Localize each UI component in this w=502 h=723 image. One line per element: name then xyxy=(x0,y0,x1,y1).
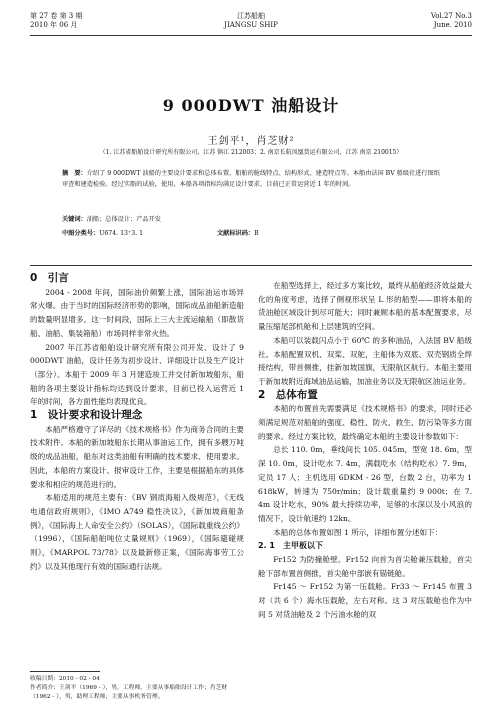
paragraph: 本船的总体布置如图 1 所示，详细布置分述如下： xyxy=(273,527,443,537)
classification xyxy=(62,228,440,239)
footnote-rule xyxy=(30,671,100,672)
header-rule xyxy=(30,35,472,36)
keywords-label: 关键词： xyxy=(62,216,87,223)
paper-title: 9 000DWT 油船设计 xyxy=(162,96,340,115)
issue-date: 2010 年 06 月 xyxy=(30,21,78,29)
paragraph: 2004 - 2008 年间，国际油价频繁上涨，国际油运市场异常火爆。由于当时的国际经济形势的影响，国际成品油船新造船的数量明显增多。这一时间段，国际上三大主流运输船（即散货船、油船、集装箱船）市场同样非常火热。 xyxy=(30,287,244,338)
paragraph: 在船型选择上，经过多方案比较，最终从船舶经济效益最大化的角度考虑，选择了侧视形状呈 L 形的船型——即将本船的货油舱区域设计到尽可能大；同时兼顾本船的基本配置要求，尽量压缩尾部机舱和上层建筑的空间。 xyxy=(258,281,472,332)
abstract xyxy=(62,168,440,190)
footnote xyxy=(30,675,244,702)
right-column xyxy=(258,279,472,622)
clc-value: U674. 13⁺3. 1 xyxy=(99,230,144,237)
journal-name-cn: 江苏船舶 xyxy=(237,12,265,20)
paragraph: Fr145 ～ Fr152 为第一压载舱。Fr33 ～ Fr145 布置 3 对（共 6 个）海水压载舱，左右对称。这 3 对压载舱也作为中间 5 对货油舱及 2 个污油水舱的双 xyxy=(258,582,472,619)
volume-issue-en: Vol.27 No.3 xyxy=(430,12,472,20)
section-2-1-heading: 2. 1 主甲板以下 xyxy=(258,541,323,551)
abstract-rule xyxy=(30,265,472,266)
paragraph: 本船严格遵守了详尽的《技术规格书》作为商务合同的主要技术附件。本船的新加坡船东长期从事油运工作，拥有多艘万吨级的成品油船，船东对这类油船有明确的技术要求、使用要求。因此，本船的方案设计、报审设计工作，主要是根据船东的具体要求和相应的规范进行的。 xyxy=(30,424,244,489)
abstract-label: 摘 要： xyxy=(62,170,87,177)
abstract-text: 介绍了 9 000DWT 油船的主要设计要求和总体布置、船舶的舱线特点、结构形式、建造特点等。本船由法国 BV 船级社进行图纸审查和建造检验。经过实船的试验，使用，本船各项指标均满足设计要求，目前已正常运营近 1 年的时间。 xyxy=(62,170,440,188)
left-column xyxy=(30,272,244,573)
paragraph: Fr152 为防撞舱壁。Fr152 向首为首尖舱兼压载舱，首尖舱下部布置首侧推，首尖舱中部嵌有锚链舱。 xyxy=(258,555,472,578)
author-affiliation: （1. 江苏省船舶设计研究所有限公司，江苏 镇江 212003；2. 南京长航凤凰货运有限公司，江苏 南京 210015） xyxy=(99,149,403,156)
journal-name xyxy=(30,12,472,30)
issue-date-en: June. 2010 xyxy=(433,21,472,29)
section-2-heading: 2 总体布置 xyxy=(258,388,318,401)
received-date: 收稿日期：2010 - 02 - 04 xyxy=(30,676,100,682)
volume-issue: 第 27 卷 第 3 期 xyxy=(30,12,83,20)
doc-code-value: B xyxy=(254,230,259,237)
section-0-heading: 0 引言 xyxy=(30,272,69,284)
paper-authors: 王剑平¹，肖芝财² xyxy=(207,136,295,147)
keywords xyxy=(62,214,440,225)
paragraph: 本船适用的规范主要有：《BV 钢质海船入级规范》，《无线电通信政府规则》，《IMO A749 稳性决议》，《新加坡商船条例》，《国际海上人命安全公约》（SOLAS），《国际载重线公约》（1996），《国际船舶吨位丈量规则》（1969），《国际避碰规则》，《MARPOL 73/78》以及最新修正案，《国际海事劳工公约》以及其他现行有效的国际通行法规。 xyxy=(30,493,244,571)
doc-code-label: 文献标识码： xyxy=(216,230,255,237)
journal-issue-en xyxy=(431,12,472,30)
paragraph: 本船的布置首先需要满足《技术规格书》的要求，同时还必须满足规范对船舶的强度、稳性、防火、救生、防污染等多方面的要求。经过方案比较，最终确定本船的主要设计参数如下： xyxy=(258,404,472,441)
clc-label: 中图分类号： xyxy=(62,230,100,237)
paragraph: 总长 110. 0m，垂线间长 105. 045m，型宽 18. 6m，型深 10. 0m，设计吃水 7. 4m，满载吃水（结构吃水）7. 9m，定员 17 人；主机选用 6DKM - 26 型，台数 2 台，功率为 1 618kW，转速为 750r/min；设计载重量约 9 000t；在 7. 4m 设计吃水，90% 最大持续功率，足够的水深以及小风浪的情况下，设计航速约 12kn。 xyxy=(258,445,472,523)
journal-name-en: JIANGSU SHIP xyxy=(224,21,278,29)
paragraph: 2007 年江苏省船舶设计研究所有限公司开发、设计了 9 000DWT 油船，设计任务为初步设计、详细设计以及生产设计（部分）。本船于 2009 年 3 月建造竣工并交付新加坡船东，船舶的各项主要设计指标均达到设计要求，目前已投入运营近 1 年的时间，各方面性能均表现优良。 xyxy=(30,342,244,407)
author-bio: 作者简介：王剑平（1969 - ），男，工程师，主要从事船舶设计工作；肖芝财（1962 - ），男，助理工程师，主要从事机务管理。 xyxy=(30,685,228,700)
paragraph: 本船可以装载闪点小于 60℃ 的多种油品，入法国 BV 船级社。本船配置双机、双桨、双舵，主船体为双底、双壳钢质全焊接结构，带首侧推，挂新加坡国旗，无限航区航行。本船主要用于新加坡附近海域油品运输，加油业务以及无限航区油运业务。 xyxy=(258,335,472,386)
section-1-heading: 1 设计要求和设计理念 xyxy=(30,409,143,422)
keywords-text: 油船；总体设计；产品开发 xyxy=(86,216,161,223)
